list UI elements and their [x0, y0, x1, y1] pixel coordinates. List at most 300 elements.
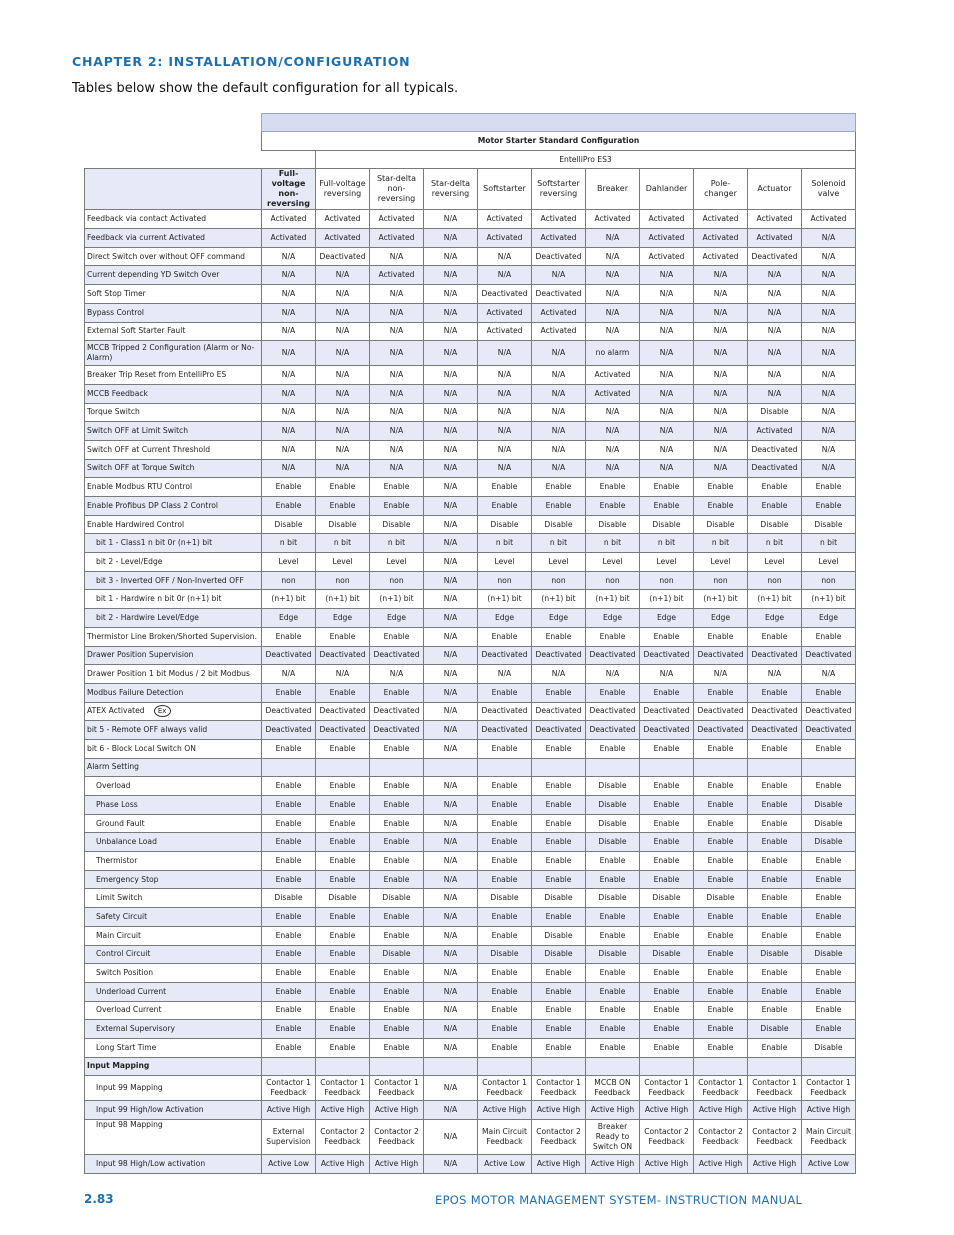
table-cell: N/A	[748, 341, 802, 366]
table-cell: Enable	[694, 1001, 748, 1020]
atex-ex-icon: Ex	[154, 705, 171, 717]
table-cell: Edge	[640, 609, 694, 628]
table-cell: Disable	[640, 945, 694, 964]
table-cell: Edge	[370, 609, 424, 628]
table-cell: N/A	[316, 266, 370, 285]
table-cell: n bit	[748, 534, 802, 553]
table-cell: Disable	[640, 515, 694, 534]
table-cell: Activated	[532, 303, 586, 322]
table-cell: N/A	[262, 341, 316, 366]
table-cell: N/A	[262, 403, 316, 422]
table-cell: N/A	[802, 229, 856, 248]
table-cell: N/A	[478, 341, 532, 366]
table-cell	[748, 758, 802, 777]
table-cell: Enable	[694, 982, 748, 1001]
table-row	[85, 247, 856, 266]
table-cell: Deactivated	[586, 646, 640, 665]
table-cell: Enable	[316, 1001, 370, 1020]
table-cell: N/A	[316, 303, 370, 322]
row-label	[85, 889, 262, 908]
table-cell: N/A	[424, 403, 478, 422]
table-cell: Enable	[262, 777, 316, 796]
table-cell: N/A	[586, 229, 640, 248]
table-cell: N/A	[424, 683, 478, 702]
row-label	[85, 1038, 262, 1057]
row-label-text: bit 2 - Hardwire Level/Edge	[96, 612, 199, 622]
table-cell: Deactivated	[316, 247, 370, 266]
row-label	[85, 945, 262, 964]
table-cell: N/A	[424, 341, 478, 366]
table-cell: Disable	[478, 889, 532, 908]
row-label-text: Input 98 High/Low activation	[96, 1158, 206, 1168]
intro-text: Tables below show the default configuration for all typicals.	[72, 81, 459, 96]
table-cell: Deactivated	[478, 721, 532, 740]
table-cell: non	[586, 571, 640, 590]
table-cell: Level	[640, 553, 694, 572]
table-cell: N/A	[424, 497, 478, 516]
table-cell: Level	[748, 553, 802, 572]
table-cell: N/A	[370, 440, 424, 459]
table-row	[85, 266, 856, 285]
table-cell: Deactivated	[478, 285, 532, 304]
table-cell: n bit	[802, 534, 856, 553]
table-cell: Activated	[478, 303, 532, 322]
table-cell: N/A	[316, 384, 370, 403]
table-cell: N/A	[262, 459, 316, 478]
table-cell: N/A	[478, 422, 532, 441]
table-cell: Deactivated	[262, 702, 316, 721]
row-label-text: Emergency Stop	[96, 874, 159, 884]
row-label-text: Current depending YD Switch Over	[87, 270, 220, 280]
table-cell: Enable	[370, 796, 424, 815]
table-cell: N/A	[316, 285, 370, 304]
table-cell: N/A	[802, 665, 856, 684]
row-label-text: Switch OFF at Torque Switch	[87, 463, 195, 473]
table-cell: N/A	[532, 366, 586, 385]
table-cell: Active High	[694, 1155, 748, 1174]
table-cell: N/A	[532, 384, 586, 403]
table-cell: Enable	[748, 627, 802, 646]
table-cell: N/A	[640, 285, 694, 304]
table-cell: non	[640, 571, 694, 590]
table-cell: N/A	[640, 665, 694, 684]
table-cell: (n+1) bit	[532, 590, 586, 609]
table-cell: Deactivated	[532, 285, 586, 304]
table-row	[85, 422, 856, 441]
table-cell: N/A	[694, 665, 748, 684]
table-cell: N/A	[478, 665, 532, 684]
table-cell: N/A	[478, 384, 532, 403]
table-cell: N/A	[424, 982, 478, 1001]
table-cell: Deactivated	[748, 459, 802, 478]
table-cell: Enable	[532, 478, 586, 497]
table-cell: N/A	[586, 322, 640, 341]
table-cell: Enable	[748, 739, 802, 758]
table-cell: Enable	[748, 777, 802, 796]
table-cell: Activated	[586, 366, 640, 385]
table-cell: Enable	[694, 1020, 748, 1039]
table-cell: Activated	[478, 229, 532, 248]
table-cell: Enable	[262, 833, 316, 852]
table-cell: Deactivated	[802, 702, 856, 721]
table-cell: N/A	[370, 247, 424, 266]
table-cell: Disable	[586, 515, 640, 534]
table-cell: Deactivated	[694, 721, 748, 740]
table-row	[85, 534, 856, 553]
table-cell: N/A	[748, 266, 802, 285]
table-cell	[262, 1057, 316, 1076]
table-cell: Deactivated	[802, 646, 856, 665]
row-label-text: bit 1 - Hardwire n bit 0r (n+1) bit	[96, 594, 222, 604]
row-label	[85, 702, 262, 721]
table-cell: N/A	[424, 964, 478, 983]
table-cell: Edge	[748, 609, 802, 628]
table-cell	[370, 758, 424, 777]
table-cell: Enable	[316, 796, 370, 815]
column-header: Full-voltage non-reversing	[262, 169, 316, 210]
row-label-text: MCCB Feedback	[87, 388, 148, 398]
table-cell: Enable	[694, 833, 748, 852]
table-cell: N/A	[424, 627, 478, 646]
table-cell: Activated	[532, 229, 586, 248]
column-header: Breaker	[586, 169, 640, 210]
table-cell: Enable	[640, 739, 694, 758]
table-cell: Deactivated	[316, 702, 370, 721]
row-label	[85, 870, 262, 889]
table-cell: Enable	[532, 497, 586, 516]
row-label	[85, 833, 262, 852]
table-cell: N/A	[532, 422, 586, 441]
table-cell: Deactivated	[316, 721, 370, 740]
table-cell: N/A	[424, 945, 478, 964]
table-cell: Active High	[748, 1155, 802, 1174]
table-cell: Enable	[802, 478, 856, 497]
table-cell: N/A	[802, 384, 856, 403]
table-cell: Enable	[478, 964, 532, 983]
table-cell: Contactor 2 Feedback	[748, 1120, 802, 1155]
row-label-text: Switch OFF at Current Threshold	[87, 444, 211, 454]
table-cell: Edge	[694, 609, 748, 628]
row-label	[85, 739, 262, 758]
table-cell: Enable	[748, 926, 802, 945]
row-label	[85, 534, 262, 553]
row-label-text: Thermistor	[96, 855, 138, 865]
table-cell: Enable	[532, 777, 586, 796]
table-cell: N/A	[532, 665, 586, 684]
table-cell: N/A	[424, 1038, 478, 1057]
table-cell: n bit	[262, 534, 316, 553]
table-cell: N/A	[586, 247, 640, 266]
table-cell: Main Circuit Feedback	[478, 1120, 532, 1155]
table-row	[85, 1076, 856, 1101]
table-cell: N/A	[694, 440, 748, 459]
table-cell: Enable	[532, 852, 586, 871]
table-cell: N/A	[424, 702, 478, 721]
row-label-text: Ground Fault	[96, 818, 145, 828]
table-cell: Enable	[694, 739, 748, 758]
table-cell: Activated	[370, 210, 424, 229]
table-cell: Active High	[532, 1155, 586, 1174]
table-cell: Enable	[586, 870, 640, 889]
table-cell: Deactivated	[370, 702, 424, 721]
table-cell: N/A	[424, 833, 478, 852]
table-cell: Enable	[748, 964, 802, 983]
table-cell: Enable	[586, 1038, 640, 1057]
row-label	[85, 627, 262, 646]
table-cell: Enable	[262, 796, 316, 815]
table-cell: N/A	[640, 341, 694, 366]
table-cell: Enable	[640, 1038, 694, 1057]
table-cell: Enable	[370, 1001, 424, 1020]
table-cell: N/A	[370, 422, 424, 441]
table-cell	[640, 758, 694, 777]
table-cell: N/A	[424, 1120, 478, 1155]
row-label-text: Long Start Time	[96, 1042, 157, 1052]
table-row	[85, 833, 856, 852]
table-row	[85, 366, 856, 385]
table-row	[85, 590, 856, 609]
row-label	[85, 590, 262, 609]
row-label-text: Breaker Trip Reset from EntelliPro ES	[87, 370, 227, 380]
table-cell: Activated	[640, 210, 694, 229]
table-cell	[424, 1057, 478, 1076]
table-cell: Disable	[532, 889, 586, 908]
table-cell: Enable	[748, 908, 802, 927]
row-label	[85, 384, 262, 403]
table-cell: N/A	[532, 266, 586, 285]
table-cell: Activated	[586, 210, 640, 229]
row-label	[85, 229, 262, 248]
row-label	[85, 1120, 262, 1155]
table-cell: (n+1) bit	[802, 590, 856, 609]
table-cell: Enable	[532, 683, 586, 702]
table-cell: Enable	[262, 1001, 316, 1020]
table-cell	[262, 758, 316, 777]
table-row	[85, 571, 856, 590]
table-cell: Active High	[640, 1155, 694, 1174]
table-cell: Enable	[262, 739, 316, 758]
table-cell: Edge	[532, 609, 586, 628]
table-cell: Enable	[316, 777, 370, 796]
table-cell: Disable	[802, 1038, 856, 1057]
table-cell: Enable	[640, 497, 694, 516]
table-cell	[748, 1057, 802, 1076]
table-cell	[586, 1057, 640, 1076]
table-cell: non	[370, 571, 424, 590]
table-cell: Enable	[748, 870, 802, 889]
table-cell: Contactor 1 Feedback	[748, 1076, 802, 1101]
table-row	[85, 210, 856, 229]
table-cell: Enable	[532, 1001, 586, 1020]
table-cell: Active High	[370, 1155, 424, 1174]
row-label-text: Feedback via current Activated	[87, 232, 205, 242]
table-cell: Enable	[694, 945, 748, 964]
table-cell: Enable	[640, 852, 694, 871]
table-row	[85, 303, 856, 322]
row-label	[85, 609, 262, 628]
table-cell: Enable	[316, 1038, 370, 1057]
table-cell: Enable	[478, 497, 532, 516]
page-number: 2.83	[84, 1192, 114, 1206]
table-cell: N/A	[586, 285, 640, 304]
row-label	[85, 210, 262, 229]
table-cell: Enable	[316, 627, 370, 646]
table-cell: N/A	[424, 571, 478, 590]
row-label-text: Overload	[96, 781, 131, 791]
table-cell	[586, 758, 640, 777]
table-cell	[316, 1057, 370, 1076]
row-label-text: bit 6 - Block Local Switch ON	[87, 743, 196, 753]
table-cell: Enable	[316, 497, 370, 516]
table-cell: Enable	[262, 683, 316, 702]
table-cell: N/A	[424, 870, 478, 889]
table-cell: N/A	[424, 926, 478, 945]
table-cell: (n+1) bit	[640, 590, 694, 609]
table-cell: N/A	[694, 403, 748, 422]
table-cell: Enable	[640, 908, 694, 927]
table-cell: N/A	[532, 341, 586, 366]
row-label-text: Soft Stop Timer	[87, 288, 146, 298]
table-cell: N/A	[424, 609, 478, 628]
row-label	[85, 926, 262, 945]
table-cell: Disable	[802, 814, 856, 833]
row-label-text: bit 1 - Class1 n bit 0r (n+1) bit	[96, 538, 213, 548]
table-cell: N/A	[370, 303, 424, 322]
table-cell: N/A	[640, 440, 694, 459]
table-row	[85, 982, 856, 1001]
table-cell: Enable	[586, 627, 640, 646]
table-cell: Disable	[586, 833, 640, 852]
table-cell: Disable	[694, 515, 748, 534]
table-cell: Enable	[586, 1001, 640, 1020]
table-cell: Enable	[802, 908, 856, 927]
table-cell: N/A	[370, 403, 424, 422]
table-cell: Breaker Ready to Switch ON	[586, 1120, 640, 1155]
row-label-text: ATEX Activated	[87, 706, 145, 716]
row-label-text: bit 3 - Inverted OFF / Non-Inverted OFF	[96, 575, 244, 585]
table-cell: N/A	[424, 366, 478, 385]
table-cell: Edge	[262, 609, 316, 628]
table-cell: Deactivated	[694, 702, 748, 721]
column-header: Pole-changer	[694, 169, 748, 210]
table-cell: Enable	[316, 739, 370, 758]
table-cell: N/A	[478, 366, 532, 385]
table-cell: Enable	[262, 945, 316, 964]
table-cell: Activated	[478, 322, 532, 341]
table-cell: Enable	[532, 908, 586, 927]
table-cell: N/A	[802, 422, 856, 441]
table-cell: Enable	[262, 870, 316, 889]
table-cell: Deactivated	[586, 702, 640, 721]
table-cell: N/A	[424, 210, 478, 229]
table-cell: Enable	[262, 1020, 316, 1039]
table-cell: Active High	[316, 1155, 370, 1174]
table-cell: N/A	[262, 366, 316, 385]
table-cell: Enable	[640, 982, 694, 1001]
table-cell: Enable	[316, 478, 370, 497]
row-label	[85, 852, 262, 871]
table-cell: N/A	[586, 266, 640, 285]
table-cell: N/A	[694, 322, 748, 341]
table-cell: N/A	[424, 515, 478, 534]
table-cell: N/A	[424, 422, 478, 441]
table-cell: Enable	[694, 814, 748, 833]
table-row	[85, 870, 856, 889]
row-label-text: Thermistor Line Broken/Shorted Supervision.	[87, 631, 258, 641]
table-cell: Disable	[586, 777, 640, 796]
table-cell: N/A	[640, 459, 694, 478]
table-cell: Enable	[370, 683, 424, 702]
table-cell: N/A	[802, 247, 856, 266]
table-cell: Enable	[748, 852, 802, 871]
table-cell: Enable	[802, 982, 856, 1001]
table-cell: Disable	[478, 945, 532, 964]
table-cell: Activated	[694, 247, 748, 266]
table-cell: Activated	[694, 229, 748, 248]
table-cell: Enable	[586, 852, 640, 871]
table-cell: N/A	[640, 366, 694, 385]
column-header: Dahlander	[640, 169, 694, 210]
table-cell: Enable	[316, 833, 370, 852]
table-cell: Edge	[802, 609, 856, 628]
table-cell	[478, 1057, 532, 1076]
table-row	[85, 1120, 856, 1155]
table-cell: n bit	[370, 534, 424, 553]
table-row	[85, 440, 856, 459]
table-cell: N/A	[424, 266, 478, 285]
table-cell: Enable	[640, 627, 694, 646]
table-cell: Enable	[478, 739, 532, 758]
row-label	[85, 964, 262, 983]
row-label-text: External Supervisory	[96, 1024, 175, 1034]
row-label-text: Main Circuit	[96, 930, 141, 940]
table-cell: Activated	[802, 210, 856, 229]
table-cell: N/A	[586, 459, 640, 478]
table-cell: N/A	[424, 1101, 478, 1120]
row-label	[85, 777, 262, 796]
row-label	[85, 683, 262, 702]
table-cell: Active High	[586, 1101, 640, 1120]
table-cell: N/A	[316, 366, 370, 385]
table-cell: non	[478, 571, 532, 590]
table-cell: Enable	[532, 796, 586, 815]
table-cell: Enable	[586, 926, 640, 945]
row-label-text: Bypass Control	[87, 307, 144, 317]
table-row	[85, 964, 856, 983]
table-cell: External Supervision	[262, 1120, 316, 1155]
table-cell: Level	[262, 553, 316, 572]
table-cell: Enable	[532, 870, 586, 889]
table-cell: N/A	[640, 384, 694, 403]
table-cell: MCCB ON Feedback	[586, 1076, 640, 1101]
table-cell: Enable	[748, 833, 802, 852]
table-cell: Active Low	[262, 1155, 316, 1174]
table-cell: Enable	[640, 777, 694, 796]
table-cell: Enable	[262, 964, 316, 983]
table-cell: Enable	[532, 627, 586, 646]
table-cell: Enable	[532, 739, 586, 758]
chapter-heading: CHAPTER 2: INSTALLATION/CONFIGURATION	[72, 54, 411, 69]
table-cell: Enable	[694, 908, 748, 927]
table-cell: N/A	[424, 796, 478, 815]
table-cell: Active High	[586, 1155, 640, 1174]
table-cell: N/A	[640, 403, 694, 422]
table-cell: N/A	[748, 303, 802, 322]
table-cell: Deactivated	[640, 646, 694, 665]
table-cell: N/A	[640, 322, 694, 341]
table-cell: non	[748, 571, 802, 590]
table-cell: N/A	[694, 266, 748, 285]
